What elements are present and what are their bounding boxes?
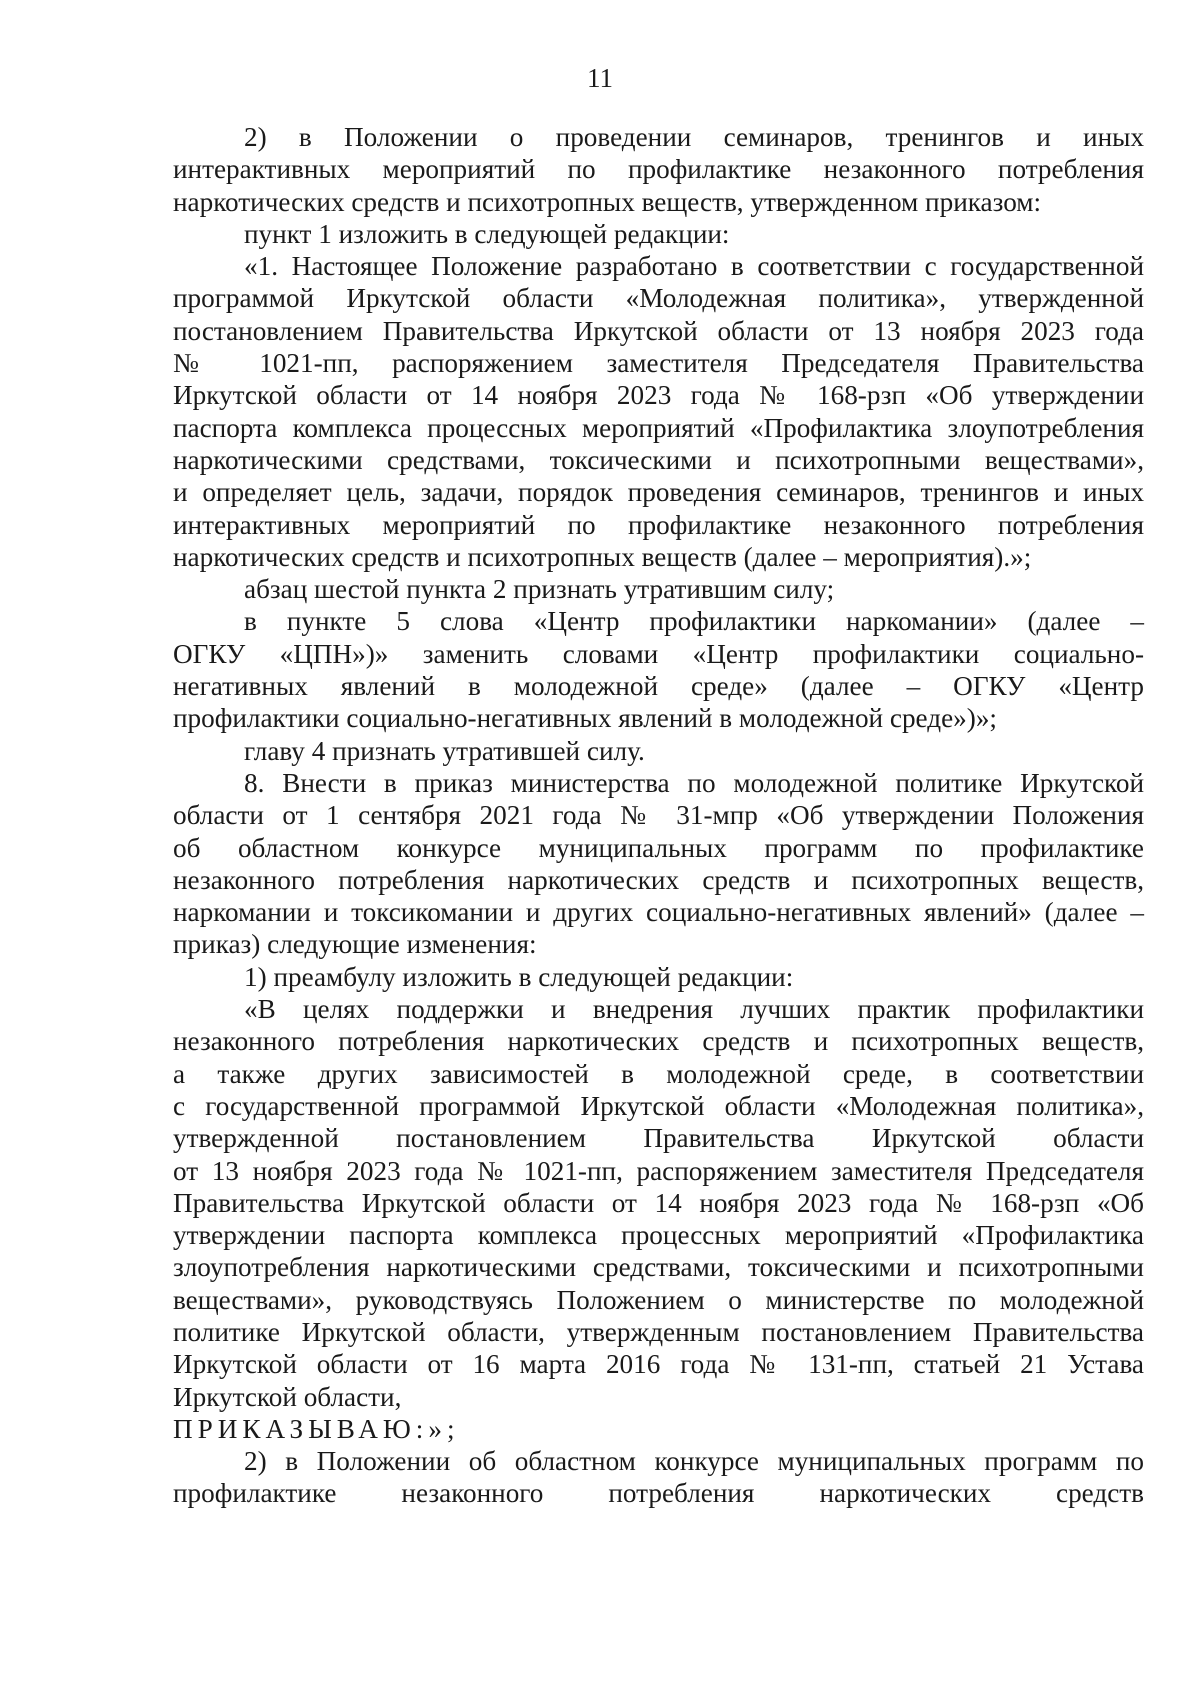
text-line: а также других зависимостей в молодежной среде, в соответствии: [173, 1058, 1144, 1089]
text-line: интерактивных мероприятий по профилактике незаконного потребления: [173, 154, 1144, 185]
text-line: ОГКУ «ЦПН»)» заменить словами «Центр профилактики социально-: [173, 638, 1144, 669]
text-line: пункт 1 изложить в следующей редакции:: [244, 218, 730, 249]
text-line: веществами», руководствуясь Положением о министерстве по молодежной: [173, 1284, 1144, 1315]
text-line: от 13 ноября 2023 года № 1021-пп, распоряжением заместителя Председателя: [173, 1155, 1144, 1186]
text-line: утверждении паспорта комплекса процессных мероприятий «Профилактика: [173, 1220, 1144, 1251]
text-line: негативных явлений в молодежной среде» (далее – ОГКУ «Центр: [173, 671, 1144, 702]
text-line: политике Иркутской области, утвержденным постановлением Правительства: [173, 1316, 1144, 1347]
text-line: наркотических средств и психотропных веществ, утвержденном приказом:: [173, 186, 1042, 217]
text-line: № 1021-пп, распоряжением заместителя Председателя Правительства: [173, 348, 1144, 379]
text-line: профилактике незаконного потребления наркотических средств: [173, 1478, 1144, 1509]
text-line: программой Иркутской области «Молодежная политика», утвержденной: [173, 283, 1144, 314]
text-line: и определяет цель, задачи, порядок проведения семинаров, тренингов и иных: [173, 477, 1144, 508]
text-line: наркомании и токсикомании и других социально-негативных явлений» (далее –: [173, 897, 1144, 928]
text-line: наркотических средств и психотропных веществ (далее – мероприятия).»;: [173, 541, 1032, 572]
text-line: профилактики социально-негативных явлений в молодежной среде»)»;: [173, 703, 997, 734]
text-line: паспорта комплекса процессных мероприятий «Профилактика злоупотребления: [173, 412, 1144, 443]
text-line: 1) преамбулу изложить в следующей редакции:: [244, 961, 794, 992]
text-line: Правительства Иркутской области от 14 ноября 2023 года № 168-рзп «Об: [173, 1187, 1144, 1218]
text-line: области от 1 сентября 2021 года № 31-мпр «Об утверждении Положения: [173, 800, 1144, 831]
text-line: «1. Настоящее Положение разработано в соответствии с государственной: [244, 251, 1144, 282]
text-line: незаконного потребления наркотических средств и психотропных веществ,: [173, 864, 1144, 895]
text-line: постановлением Правительства Иркутской области от 13 ноября 2023 года: [173, 315, 1144, 346]
page-number: 11: [587, 63, 613, 93]
text-line: Иркутской области от 14 ноября 2023 года № 168-рзп «Об утверждении: [173, 380, 1144, 411]
text-line: наркотическими средствами, токсическими и психотропными веществами»,: [173, 444, 1144, 475]
text-line: об областном конкурсе муниципальных программ по профилактике: [173, 832, 1144, 863]
text-line: Иркутской области,: [173, 1381, 402, 1412]
text-line: незаконного потребления наркотических средств и психотропных веществ,: [173, 1026, 1144, 1057]
text-line: злоупотребления наркотическими средствами, токсическими и психотропными: [173, 1252, 1144, 1283]
text-line: приказ) следующие изменения:: [173, 929, 537, 960]
text-line: утвержденной постановлением Правительства Иркутской области: [173, 1123, 1144, 1154]
text-line: 2) в Положении об областном конкурсе муниципальных программ по: [244, 1446, 1144, 1477]
text-line: интерактивных мероприятий по профилактике незаконного потребления: [173, 509, 1144, 540]
text-line: в пункте 5 слова «Центр профилактики наркомании» (далее –: [244, 606, 1144, 637]
text-line: абзац шестой пункта 2 признать утратившим силу;: [244, 574, 835, 605]
text-line: ПРИКАЗЫВАЮ:»;: [173, 1413, 460, 1444]
text-line: 8. Внести в приказ министерства по молодежной политике Иркутской: [244, 767, 1144, 798]
text-line: с государственной программой Иркутской области «Молодежная политика»,: [173, 1090, 1144, 1121]
text-line: 2) в Положении о проведении семинаров, тренингов и иных: [244, 122, 1144, 152]
text-line: «В целях поддержки и внедрения лучших практик профилактики: [244, 994, 1144, 1025]
text-line: Иркутской области от 16 марта 2016 года № 131-пп, статьей 21 Устава: [173, 1349, 1144, 1380]
document-body: [173, 121, 1144, 1510]
text-line: главу 4 признать утратившей силу.: [244, 735, 645, 766]
